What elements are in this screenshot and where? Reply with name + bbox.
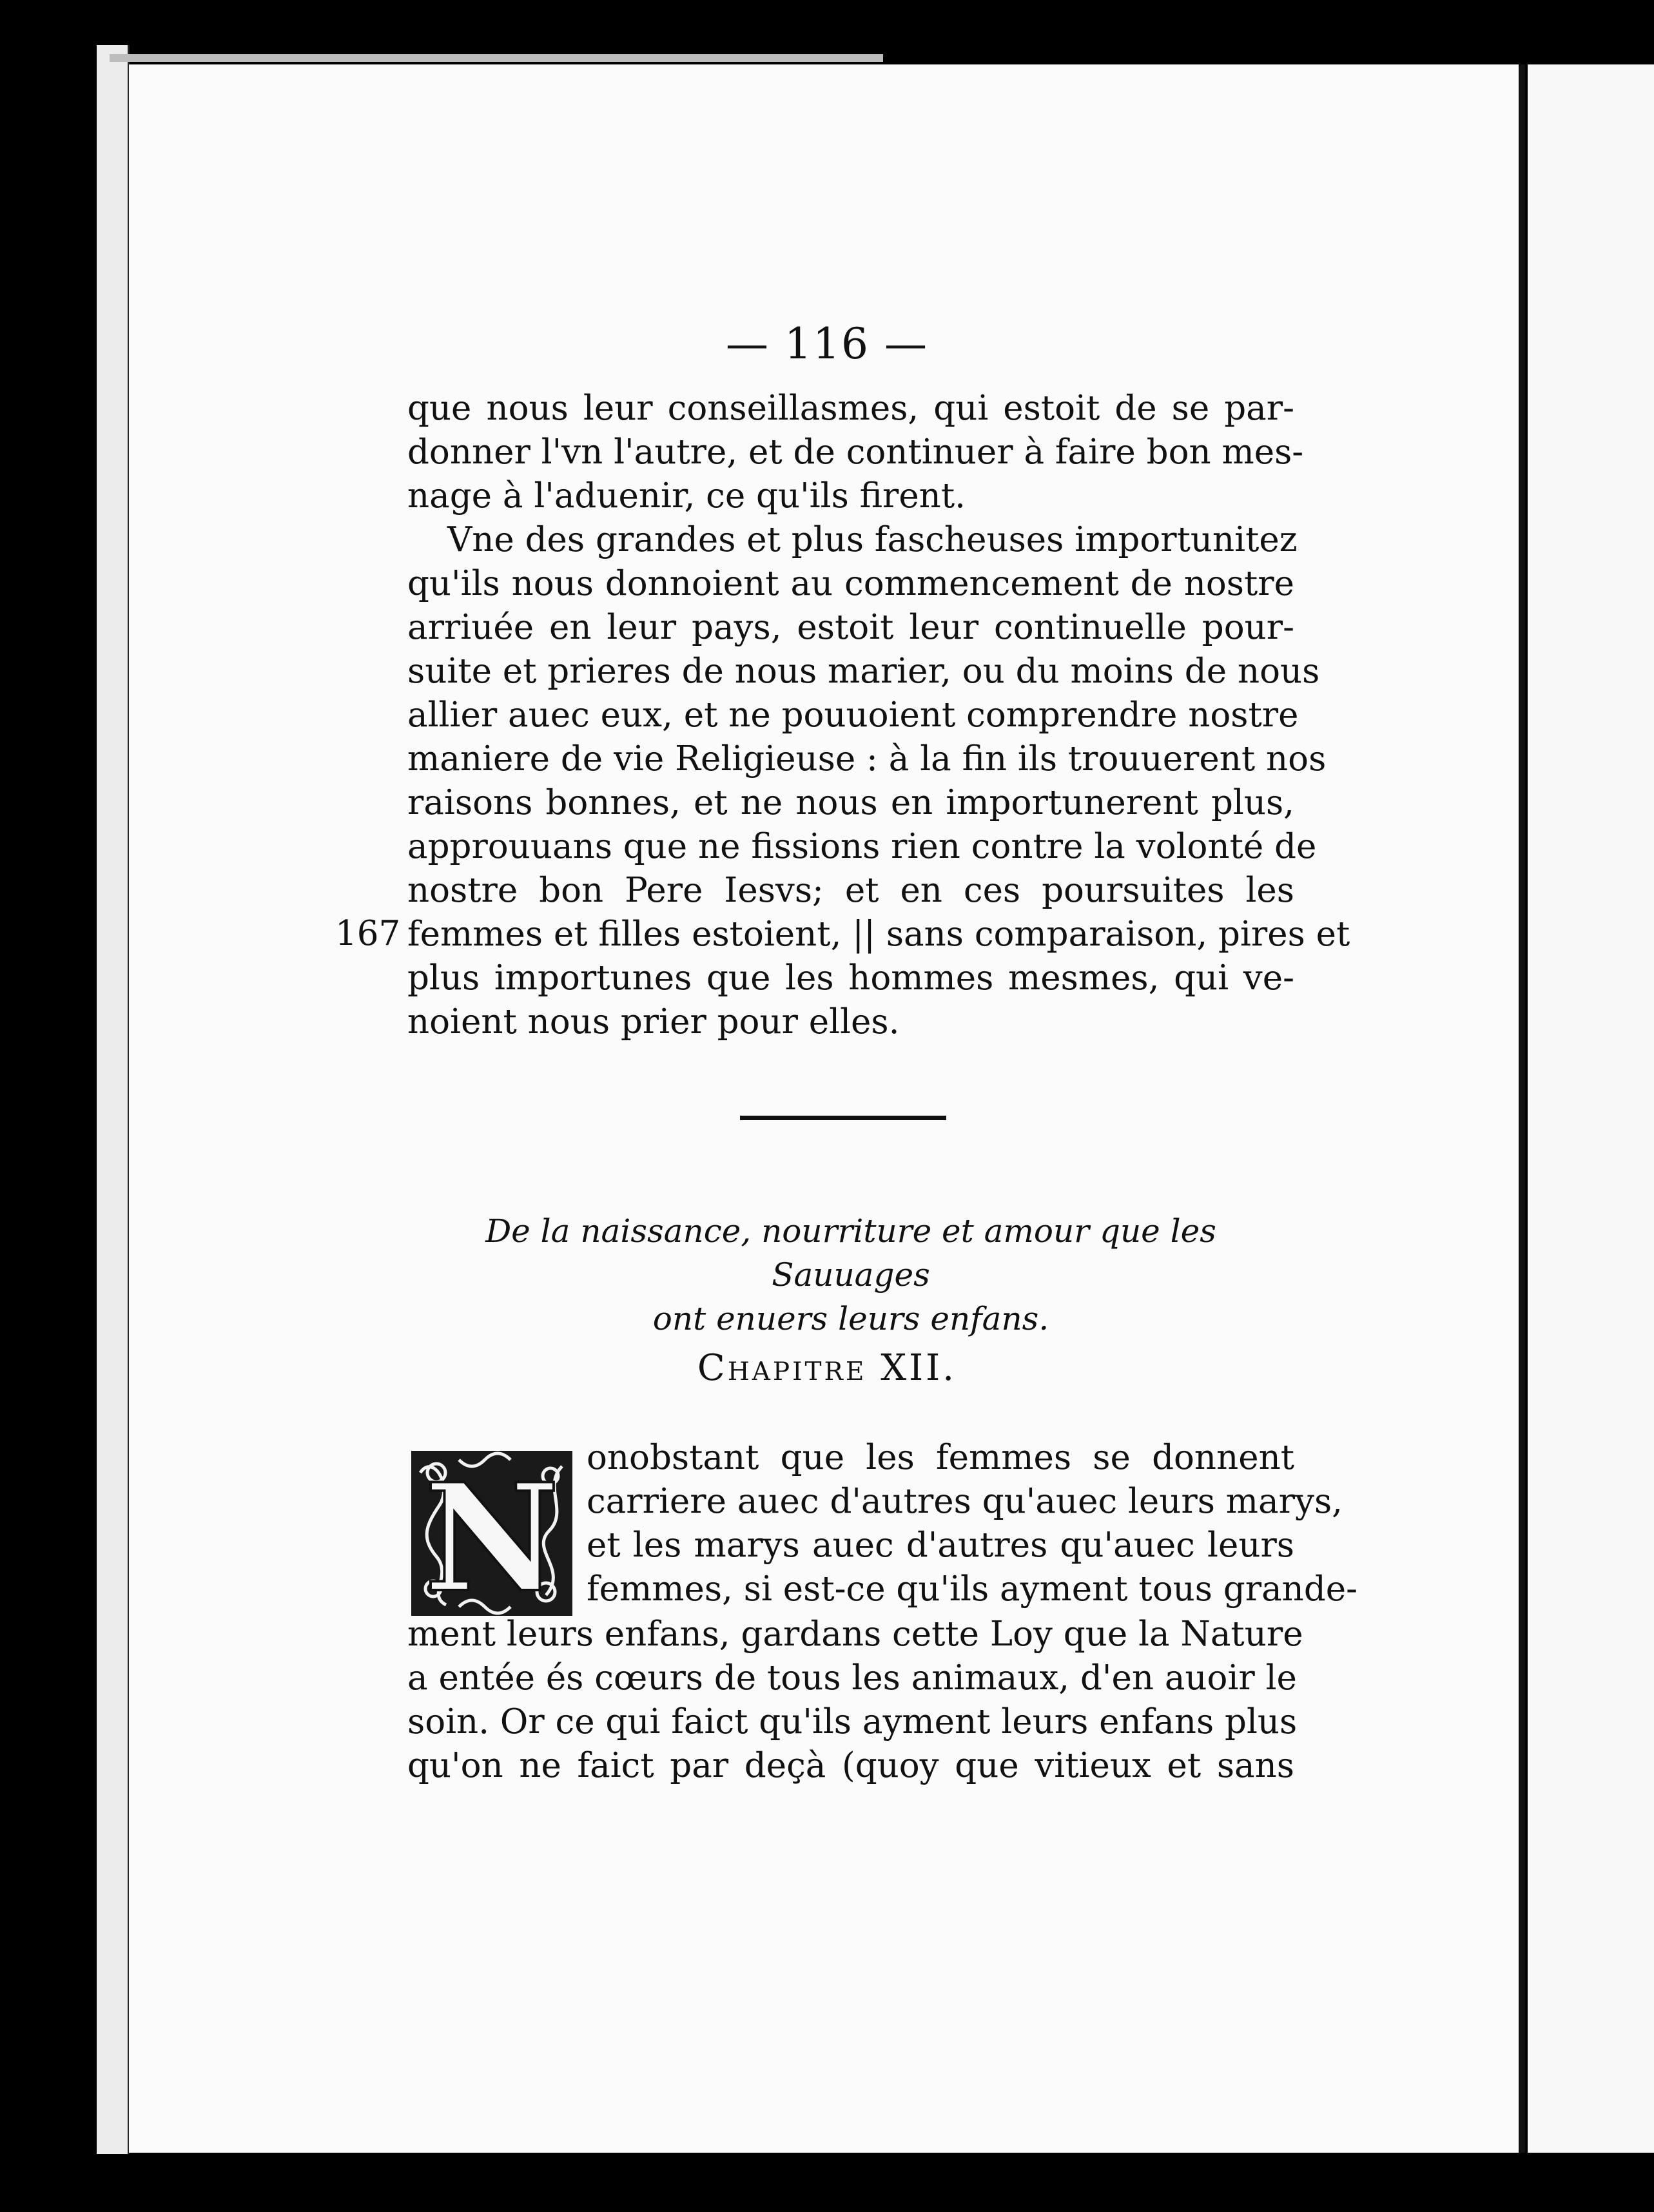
text-line: ment leurs enfans, gardans cette Loy que la Nature (407, 1615, 1303, 1654)
page-number: — 116 — (726, 319, 928, 369)
heading-line: ont enuers leurs enfans. (652, 1300, 1049, 1337)
text-line: nage à l'aduenir, ce qu'ils firent. (407, 476, 966, 516)
text-line: donner l'vn l'autre, et de continuer à faire bon mes- (407, 432, 1304, 472)
paragraph-1 (407, 387, 1350, 1044)
text-line: allier auec eux, et ne pouuoient comprendre nostre (407, 695, 1299, 735)
facing-page (1528, 64, 1654, 2153)
text-line: qu'on ne faict par deçà (quoy que vitieux et sans (407, 1746, 1294, 1785)
text-line: et les marys auec d'autres qu'auec leurs (587, 1526, 1294, 1565)
text-line: maniere de vie Religieuse : à la fin ils trouuerent nos (407, 739, 1327, 779)
text-line: plus importunes que les hommes mesmes, qui ve- (407, 958, 1294, 998)
text-line: Vne des grandes et plus fascheuses importunitez (447, 520, 1298, 559)
text-line: nostre bon Pere Iesvs; et en ces poursuites les (407, 871, 1294, 910)
margin-page-number: 167 (335, 914, 401, 953)
text-line: onobstant que les femmes se donnent (587, 1438, 1294, 1477)
text-line: noient nous prier pour elles. (407, 1002, 900, 1042)
book-page (129, 64, 1525, 2153)
dropcap-ornament (407, 1447, 576, 1620)
heading-line: De la naissance, nourriture et amour que les Sauuages (485, 1212, 1216, 1294)
text-line: carriere auec d'autres qu'auec leurs marys, (587, 1482, 1343, 1521)
text-line: femmes et filles estoient, || sans comparaison, pires et (407, 915, 1350, 954)
text-line: qu'ils nous donnoient au commencement de nostre (407, 564, 1294, 603)
dropcap-letter: N (423, 1451, 560, 1620)
text-line: raisons bonnes, et ne nous en importunerent plus, (407, 783, 1294, 822)
chapter-title: Chapitre XII. (697, 1347, 957, 1389)
section-divider (740, 1116, 946, 1120)
paragraph-3-continued (407, 1613, 1303, 1788)
text-line: arriuée en leur pays, estoit leur continuelle pour- (407, 608, 1294, 647)
text-line: soin. Or ce qui faict qu'ils ayment leurs enfans plus (407, 1702, 1298, 1741)
paragraph-3-opening (587, 1436, 1358, 1611)
text-line: approuuans que ne fissions rien contre la volonté de (407, 827, 1317, 866)
text-line: que nous leur conseillasmes, qui estoit de se par- (407, 389, 1294, 428)
book-spine (1519, 64, 1523, 2153)
text-line: suite et prieres de nous marier, ou du moins de nous (407, 652, 1320, 691)
chapter-heading (407, 1209, 1294, 1341)
text-line: femmes, si est-ce qu'ils ayment tous grande- (587, 1569, 1358, 1609)
text-line: a entée és cœurs de tous les animaux, d'en auoir le (407, 1658, 1297, 1698)
page-top-border (110, 54, 883, 62)
